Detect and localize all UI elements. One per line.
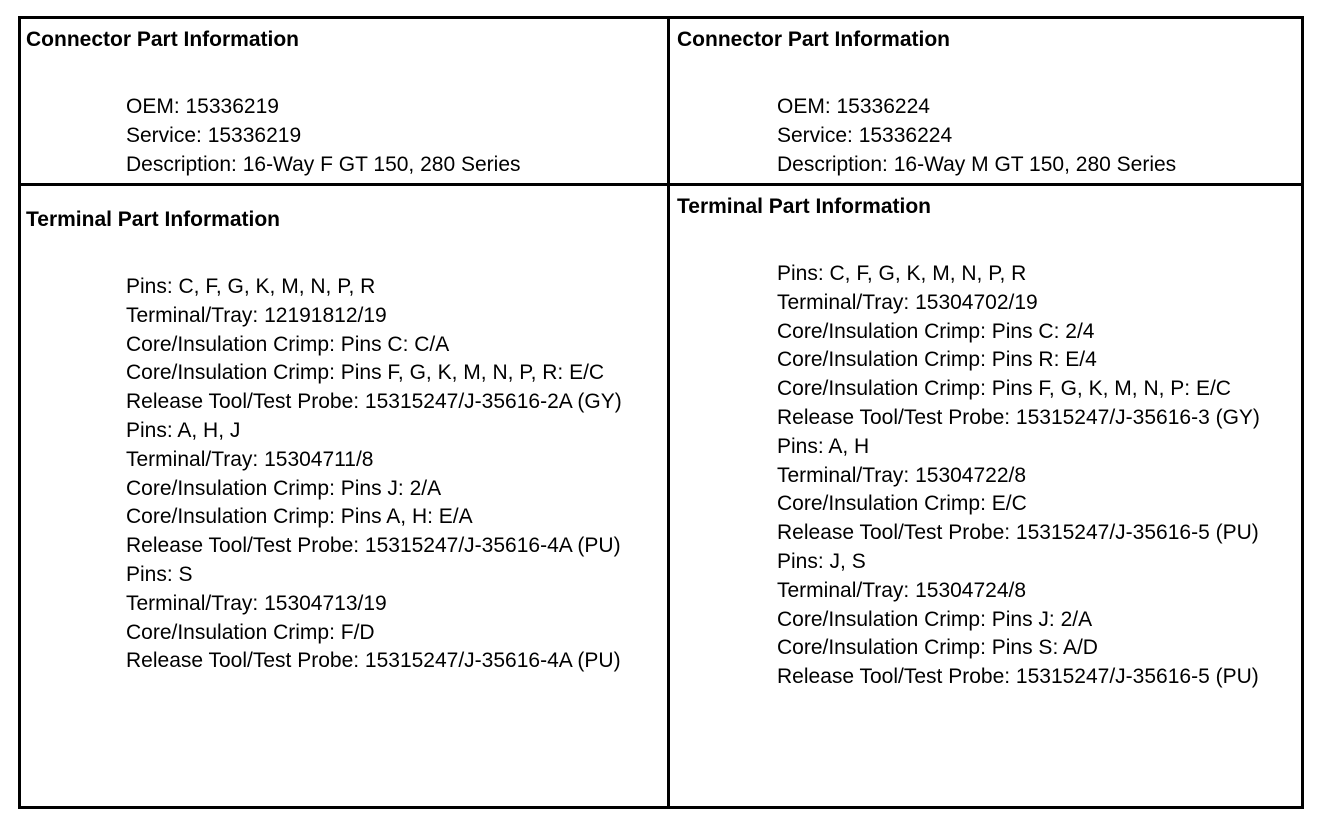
right-terminal-line: Core/Insulation Crimp: Pins F, G, K, M, N, P: E/C [777,377,1231,401]
right-terminal-line: Release Tool/Test Probe: 15315247/J-35616-3 (GY) [777,405,1260,429]
right-terminal-line: Terminal/Tray: 15304722/8 [777,463,1027,487]
left-terminal-line: Pins: S [126,562,193,586]
right-connector-title: Connector Part Information [677,28,951,51]
left-terminal-line: Core/Insulation Crimp: Pins F, G, K, M, N, P, R: E/C [126,361,605,385]
left-terminal-title: Terminal Part Information [26,208,280,231]
right-terminal-details [777,260,1302,692]
left-terminal-line: Release Tool/Test Probe: 15315247/J-35616-4A (PU) [126,534,621,558]
left-terminal-cell [26,205,656,676]
right-terminal-line: Pins: A, H [777,434,870,458]
left-terminal-line: Core/Insulation Crimp: Pins A, H: E/A [126,505,473,529]
column-divider [667,19,670,806]
left-connector-service: Service: 15336219 [126,123,302,147]
right-connector-description: Description: 16-Way M GT 150, 280 Series [777,152,1177,176]
right-terminal-line: Pins: C, F, G, K, M, N, P, R [777,262,1027,285]
left-connector-cell [26,25,656,179]
connector-info-table [18,16,1304,809]
left-terminal-line: Terminal/Tray: 15304713/19 [126,591,387,615]
left-terminal-line: Pins: A, H, J [126,418,241,442]
right-terminal-line: Release Tool/Test Probe: 15315247/J-35616-5 (PU) [777,521,1259,545]
right-terminal-line: Core/Insulation Crimp: Pins C: 2/4 [777,319,1095,343]
right-connector-service: Service: 15336224 [777,123,953,147]
right-connector-oem: OEM: 15336224 [777,95,930,118]
left-connector-oem: OEM: 15336219 [126,95,279,118]
right-terminal-cell [677,192,1302,692]
right-terminal-line: Terminal/Tray: 15304724/8 [777,578,1027,602]
right-terminal-line: Core/Insulation Crimp: E/C [777,492,1027,516]
right-connector-cell [677,25,1302,179]
right-terminal-title: Terminal Part Information [677,195,931,218]
right-terminal-line: Core/Insulation Crimp: Pins R: E/4 [777,348,1097,372]
left-terminal-line: Pins: C, F, G, K, M, N, P, R [126,275,376,298]
left-terminal-details [126,273,658,676]
left-connector-description: Description: 16-Way F GT 150, 280 Series [126,152,521,176]
left-terminal-line: Core/Insulation Crimp: Pins J: 2/A [126,476,442,500]
left-terminal-line: Terminal/Tray: 12191812/19 [126,303,387,327]
row-divider [21,183,1301,186]
right-terminal-line: Core/Insulation Crimp: Pins J: 2/A [777,607,1093,631]
left-terminal-line: Release Tool/Test Probe: 15315247/J-35616-2A (GY) [126,390,622,414]
right-terminal-line: Core/Insulation Crimp: Pins S: A/D [777,636,1098,660]
right-connector-details [777,93,1302,179]
left-terminal-line: Core/Insulation Crimp: F/D [126,620,375,644]
left-connector-title: Connector Part Information [26,28,300,51]
left-terminal-line: Release Tool/Test Probe: 15315247/J-35616-4A (PU) [126,649,621,673]
left-terminal-line: Terminal/Tray: 15304711/8 [126,447,374,471]
left-terminal-line: Core/Insulation Crimp: Pins C: C/A [126,332,450,356]
right-terminal-line: Pins: J, S [777,549,866,573]
right-terminal-line: Release Tool/Test Probe: 15315247/J-35616-5 (PU) [777,665,1259,689]
right-terminal-line: Terminal/Tray: 15304702/19 [777,290,1038,314]
left-connector-details [126,93,656,179]
